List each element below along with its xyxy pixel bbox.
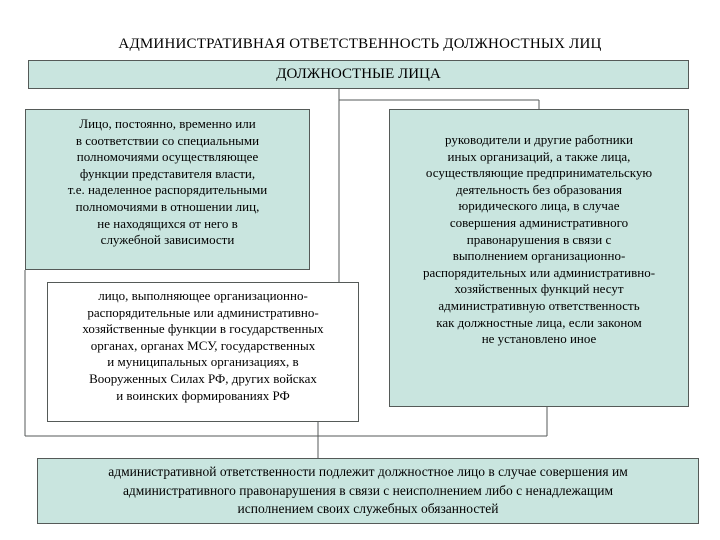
right-box-line: юридического лица, в случае [458,198,620,214]
header-box-text: ДОЛЖНОСТНЫЕ ЛИЦА [276,66,441,82]
right-box-line: руководители и другие работники [445,132,633,147]
left-bottom-line: Вооруженных Силах РФ, других войсках [89,370,317,386]
right-box-line: правонарушения в связи с [466,231,612,247]
left-top-box [25,109,310,270]
bottom-box-line: административной ответственности подлежит должностное лицо в случае совершения им [108,464,628,479]
right-box [389,109,689,407]
bottom-box-line: исполнением своих служебных обязанностей [237,501,499,516]
right-box-line: хозяйственных функций несут [454,281,624,297]
header-box [28,60,689,89]
left-top-line: Лицо, постоянно, временно или [79,116,256,131]
right-box-line: деятельность без образования [456,181,622,197]
right-box-line: осуществляющие предпринимательскую [425,165,653,181]
bottom-box-line: административного правонарушения в связи с неисполнением либо с ненадлежащим [122,482,614,498]
left-bottom-line: распорядительные или административно- [87,304,319,320]
left-bottom-line: органах, органах МСУ, государственных [90,337,316,353]
left-top-line: т.е. наделенное распорядительными [67,182,268,198]
right-box-line: как должностные лица, если законом [436,314,642,330]
left-top-line: полномочиями в отношении лиц, [75,198,260,214]
left-top-line: не находящихся от него в [97,215,238,231]
left-bottom-line: и муниципальных организациях, в [107,354,299,370]
left-top-line: функции представителя власти, [79,165,256,181]
left-bottom-line: и воинских формированиях РФ [116,387,290,403]
bottom-box [37,458,699,524]
right-box-line: административную ответственность [438,297,640,313]
left-top-line: служебной зависимости [100,232,235,248]
left-bottom-line: лицо, выполняющее организационно- [98,288,308,303]
right-box-line: совершения административного [449,214,629,230]
right-box-line: выполнением организационно- [452,248,626,264]
left-bottom-box [47,282,359,422]
right-box-line: распорядительных или административно- [422,264,656,280]
left-bottom-line: хозяйственные функции в государственных [82,321,324,337]
right-box-line: иных организаций, а также лица, [447,148,631,164]
left-top-line: полномочиями осуществляющее [76,149,259,165]
left-top-line: в соответствии со специальными [75,132,260,148]
right-box-line: не установлено иное [481,331,597,347]
diagram-title: АДМИНИСТРАТИВНАЯ ОТВЕТСТВЕННОСТЬ ДОЛЖНОСТНЫХ ЛИЦ [118,36,602,52]
